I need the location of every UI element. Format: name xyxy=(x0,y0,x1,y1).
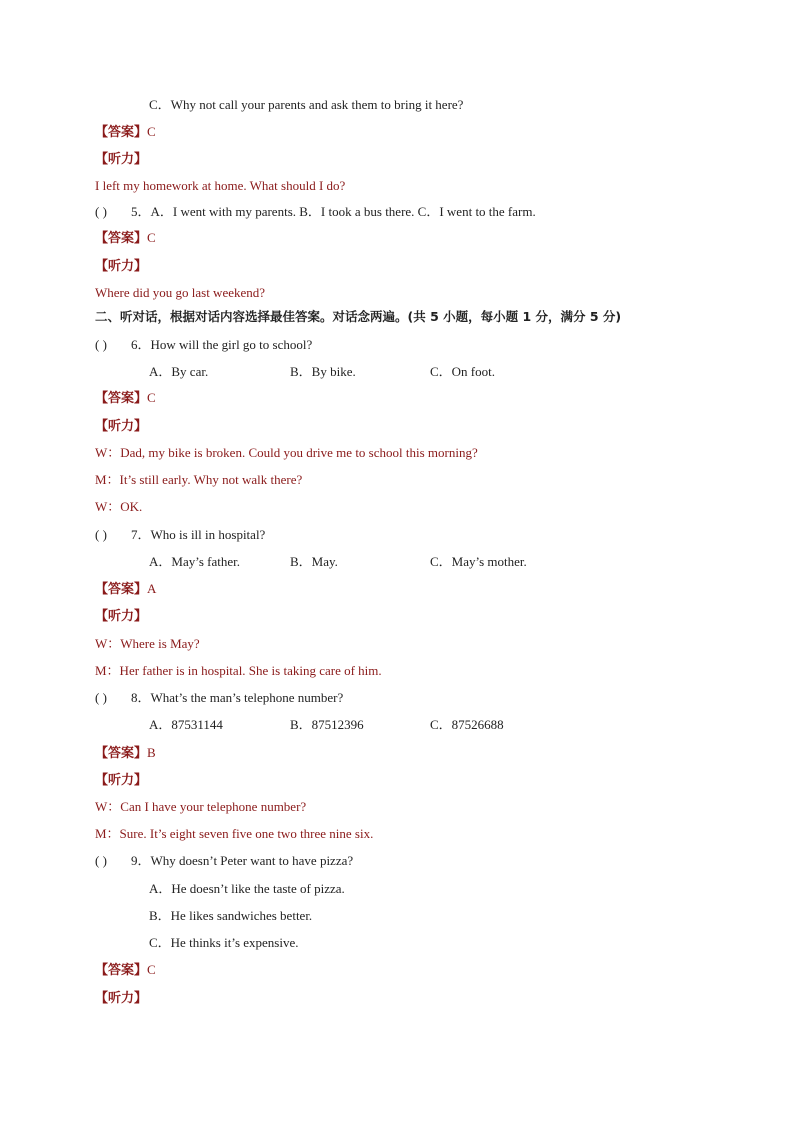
q8-option-a: A．87531144 xyxy=(149,717,223,732)
answer-value: C xyxy=(147,124,156,139)
q8-text: 8．What’s the man’s telephone number? xyxy=(131,690,344,705)
q7-text: 7．Who is ill in hospital? xyxy=(131,527,266,542)
q6-text: 6．How will the girl go to school? xyxy=(131,337,313,352)
q5-text: 5．A．I went with my parents. B．I took a bus there. C．I went to the farm. xyxy=(131,204,536,219)
answer-label: 【答案】 xyxy=(95,124,148,139)
q7-dialog-line-2: M：Her father is in hospital. She is taking care of him. xyxy=(95,663,382,678)
answer-value: A xyxy=(147,581,157,596)
q8-answer-row xyxy=(95,744,156,762)
q5-question xyxy=(95,203,536,221)
q7-question xyxy=(95,526,265,544)
section-2-heading: 二、听对话，根据对话内容选择最佳答案。对话念两遍。(共 5 小题，每小题 1 分，满分 5 分) xyxy=(95,309,622,324)
answer-blank: ( ) xyxy=(95,853,107,868)
q6-question xyxy=(95,336,312,354)
q4-answer-row xyxy=(95,123,156,141)
q9-option-b: B．He likes sandwiches better. xyxy=(149,908,313,923)
q6-listen-label: 【听力】 xyxy=(95,418,148,433)
answer-label: 【答案】 xyxy=(95,230,148,245)
q6-option-a: A．By car. xyxy=(149,364,209,379)
q6-answer-row xyxy=(95,389,156,407)
q7-listen-label: 【听力】 xyxy=(95,608,148,623)
answer-blank: ( ) xyxy=(95,690,107,705)
q4-listen-script: I left my homework at home. What should I do? xyxy=(95,178,346,193)
q7-option-b: B．May. xyxy=(290,554,338,569)
q7-dialog-line-1: W：Where is May? xyxy=(95,636,200,651)
q8-question xyxy=(95,689,343,707)
q6-dialog-line-2: M：It’s still early. Why not walk there? xyxy=(95,472,303,487)
q9-option-c: C．He thinks it’s expensive. xyxy=(149,935,299,950)
answer-label: 【答案】 xyxy=(95,962,148,977)
q9-option-a: A．He doesn’t like the taste of pizza. xyxy=(149,881,345,896)
q5-listen-script: Where did you go last weekend? xyxy=(95,285,266,300)
q9-text: 9．Why doesn’t Peter want to have pizza? xyxy=(131,853,354,868)
q4-listen-label: 【听力】 xyxy=(95,151,148,166)
answer-value: C xyxy=(147,230,156,245)
q6-dialog-line-3: W：OK. xyxy=(95,499,143,514)
answer-label: 【答案】 xyxy=(95,581,148,596)
answer-value: C xyxy=(147,390,156,405)
q7-option-c: C．May’s mother. xyxy=(430,554,527,569)
q9-question xyxy=(95,852,353,870)
answer-label: 【答案】 xyxy=(95,745,148,760)
answer-value: C xyxy=(147,962,156,977)
q6-option-b: B．By bike. xyxy=(290,364,356,379)
q5-answer-row xyxy=(95,229,156,247)
q6-dialog-line-1: W：Dad, my bike is broken. Could you drive me to school this morning? xyxy=(95,445,478,460)
q8-option-c: C．87526688 xyxy=(430,717,504,732)
q9-answer-row xyxy=(95,961,156,979)
answer-value: B xyxy=(147,745,156,760)
answer-blank: ( ) xyxy=(95,527,107,542)
q4-option-c: C．Why not call your parents and ask them to bring it here? xyxy=(149,97,464,112)
q5-listen-label: 【听力】 xyxy=(95,258,148,273)
q8-option-b: B．87512396 xyxy=(290,717,364,732)
answer-label: 【答案】 xyxy=(95,390,148,405)
answer-blank: ( ) xyxy=(95,204,107,219)
q9-listen-label: 【听力】 xyxy=(95,990,148,1005)
q6-option-c: C．On foot. xyxy=(430,364,496,379)
q7-answer-row xyxy=(95,580,156,598)
answer-blank: ( ) xyxy=(95,337,107,352)
q8-listen-label: 【听力】 xyxy=(95,772,148,787)
q8-dialog-line-2: M：Sure. It’s eight seven five one two three nine six. xyxy=(95,826,374,841)
q8-dialog-line-1: W：Can I have your telephone number? xyxy=(95,799,307,814)
q7-option-a: A．May’s father. xyxy=(149,554,240,569)
